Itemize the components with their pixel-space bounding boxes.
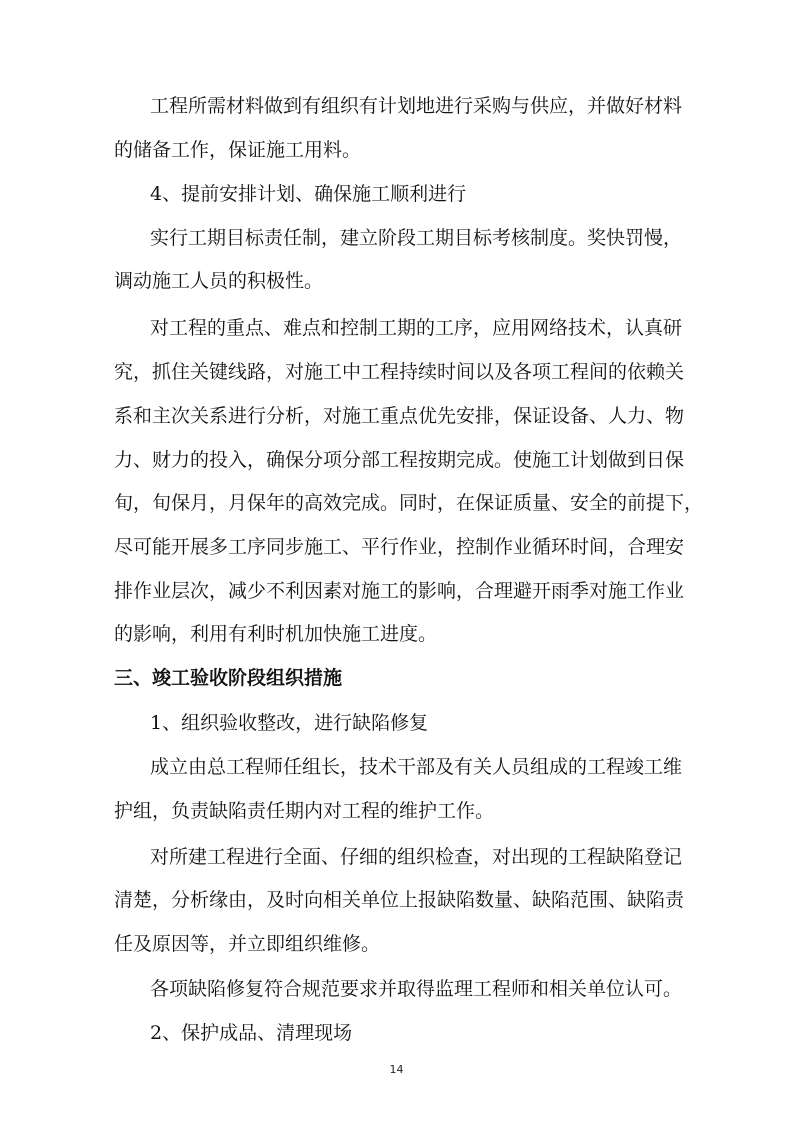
- paragraph-material-line-1: 工程所需材料做到有组织有计划地进行采购与供应，并做好材料: [150, 95, 683, 117]
- subheading-1: 1、组织验收整改，进行缺陷修复: [150, 712, 429, 734]
- paragraph-approval: 各项缺陷修复符合规范要求并取得监理工程师和相关单位认可。: [150, 978, 683, 1000]
- paragraph-material-line-2: 的储备工作，保证施工用料。: [114, 139, 362, 161]
- subheading-4: 4、提前安排计划、确保施工顺利进行: [150, 183, 467, 205]
- section-heading-completion: 三、竣工验收阶段组织措施: [114, 667, 343, 689]
- paragraph-responsibility-line-2: 调动施工人员的积极性。: [114, 270, 324, 292]
- paragraph-schedule-line-7: 排作业层次，减少不利因素对施工的影响，合理避开雨季对施工作业: [114, 580, 685, 602]
- paragraph-inspection-line-1: 对所建工程进行全面、仔细的组织检查，对出现的工程缺陷登记: [150, 846, 683, 868]
- paragraph-schedule-line-3: 系和主次关系进行分析，对施工重点优先安排，保证设备、人力、物: [114, 405, 685, 427]
- paragraph-schedule-line-5: 旬，旬保月，月保年的高效完成。同时，在保证质量、安全的前提下，: [114, 492, 704, 514]
- paragraph-responsibility-line-1: 实行工期目标责任制，建立阶段工期目标考核制度。奖快罚慢，: [150, 227, 683, 249]
- paragraph-schedule-line-8: 的影响，利用有利时机加快施工进度。: [114, 623, 438, 645]
- paragraph-team-line-2: 护组，负责缺陷责任期内对工程的维护工作。: [114, 800, 495, 822]
- paragraph-team-line-1: 成立由总工程师任组长，技术干部及有关人员组成的工程竣工维: [150, 756, 683, 778]
- page-number: 14: [389, 1063, 404, 1076]
- paragraph-schedule-line-2: 究，抓住关键线路，对施工中工程持续时间以及各项工程间的依赖关: [114, 361, 685, 383]
- subheading-2: 2、保护成品、清理现场: [150, 1022, 353, 1044]
- paragraph-inspection-line-3: 任及原因等，并立即组织维修。: [114, 933, 381, 955]
- paragraph-schedule-line-6: 尽可能开展多工序同步施工、平行作业，控制作业循环时间，合理安: [114, 536, 685, 558]
- paragraph-schedule-line-4: 力、财力的投入，确保分项分部工程按期完成。使施工计划做到日保: [114, 449, 685, 471]
- paragraph-inspection-line-2: 清楚，分析缘由，及时向相关单位上报缺陷数量、缺陷范围、缺陷责: [114, 889, 685, 911]
- paragraph-schedule-line-1: 对工程的重点、难点和控制工期的工序，应用网络技术，认真研: [150, 317, 683, 339]
